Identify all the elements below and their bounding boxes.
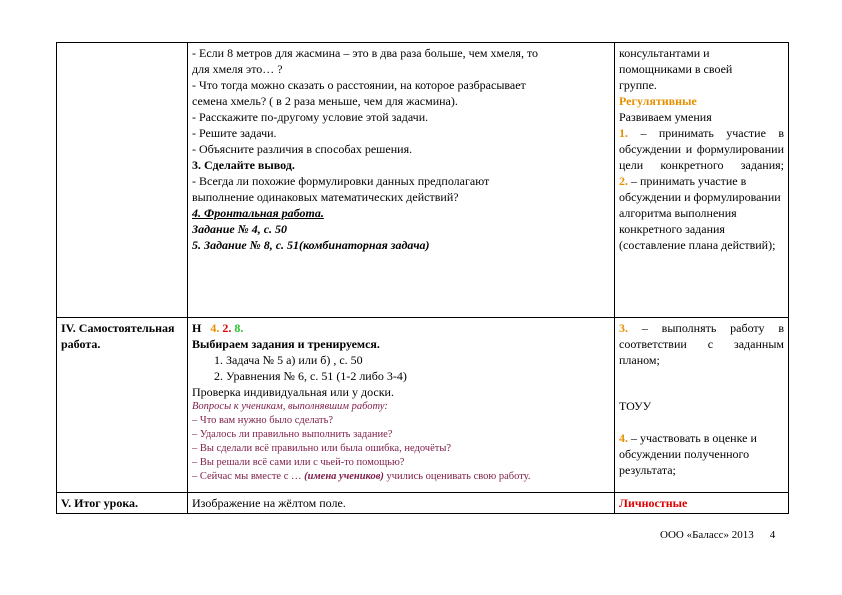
question-line: – Удалось ли правильно выполнить задание? <box>192 429 393 440</box>
step3-title: 3. Сделайте вывод. <box>192 158 295 172</box>
question-line: – Вы решали всё сами или с чьей-то помощью? <box>192 457 405 468</box>
text-line: - Расскажите по-другому условие этой задачи. <box>192 110 429 124</box>
text-line: - Если 8 метров для жасмина – это в два раза больше, чем хмеля, то <box>192 46 539 60</box>
text-line: - Объясните различия в способах решения. <box>192 142 413 156</box>
questions-title: Вопросы к ученикам, выполнявшим работу: <box>192 401 388 412</box>
level-yellow: 4. <box>210 321 220 335</box>
text-line: консультантами и <box>619 46 710 60</box>
activity-cell <box>188 318 615 493</box>
text-line: - Решите задачи. <box>192 126 277 140</box>
choose-title: Выбираем задания и тренируемся. <box>192 337 380 351</box>
page-number: 4 <box>769 529 776 541</box>
stage-cell <box>57 43 188 318</box>
uud-cell <box>615 318 789 493</box>
skill-1-number: 1. <box>619 126 628 140</box>
skill-3-text: – выполнять работу в соответствии с заданным планом; <box>619 321 785 367</box>
regulative-label: Регулятивные <box>619 94 697 108</box>
lesson-table <box>56 42 789 514</box>
skill-3 <box>619 320 784 368</box>
touu-label: ТОУУ <box>619 399 652 413</box>
step4-task: Задание № 4, с. 50 <box>192 222 288 236</box>
skill-2-number: 2. <box>619 174 628 188</box>
question-line: – Вы сделали всё правильно или была ошибка, недочёты? <box>192 443 452 454</box>
text-line: семена хмель? ( в 2 раза меньше, чем для жасмина). <box>192 94 458 108</box>
personal-label: Личностные <box>619 496 688 510</box>
uud-cell <box>615 43 789 318</box>
last-question-names: (имена учеников) <box>304 471 384 482</box>
level-letter: Н <box>192 321 202 335</box>
step5-task: 5. Задание № 8, с. 51(комбинаторная задача) <box>192 238 430 252</box>
page-footer <box>660 529 775 541</box>
text-line: для хмеля это… ? <box>192 62 283 76</box>
step4-title: 4. Фронтальная работа. <box>192 206 324 220</box>
last-question-suffix: учились оценивать свою работу. <box>383 471 531 482</box>
skill-4-text: – участвовать в оценке и обсуждении полученного результата; <box>619 431 757 477</box>
table-row <box>57 43 789 318</box>
text-line: помощниками в своей <box>619 62 733 76</box>
skill-2 <box>619 173 784 253</box>
uud-cell <box>615 493 789 514</box>
activity-cell: Изображение на жёлтом поле. <box>188 493 615 514</box>
list-item: 2. Уравнения № 6, с. 51 (1-2 либо 3-4) <box>226 368 610 384</box>
stage-cell: IV. Самостоятельная работа. <box>57 318 188 493</box>
question-line: – Что вам нужно было сделать? <box>192 415 334 426</box>
develop-label: Развиваем умения <box>619 110 712 124</box>
task-list <box>192 352 610 384</box>
skill-1-text: – принимать участие в обсуждении и формулировании цели конкретного задания; <box>619 126 785 172</box>
skill-1 <box>619 125 784 173</box>
text-line: выполнение одинаковых математических действий? <box>192 190 459 204</box>
question-line <box>192 470 610 484</box>
list-item: 1. Задача № 5 а) или б) , с. 50 <box>226 352 610 368</box>
level-green: 8. <box>234 321 244 335</box>
level-line <box>192 320 610 336</box>
skill-4 <box>619 430 784 478</box>
stage-cell: V. Итог урока. <box>57 493 188 514</box>
skill-4-number: 4. <box>619 431 628 445</box>
check-line: Проверка индивидуальная или у доски. <box>192 385 394 399</box>
text-line: - Что тогда можно сказать о расстоянии, на которое разбрасывает <box>192 78 526 92</box>
last-question-prefix: – Сейчас мы вместе с … <box>192 471 305 482</box>
table-row <box>57 493 789 514</box>
skill-3-number: 3. <box>619 321 628 335</box>
text-line: группе. <box>619 78 657 92</box>
text-line: - Всегда ли похожие формулировки данных предполагают <box>192 174 490 188</box>
activity-cell <box>188 43 615 318</box>
table-row <box>57 318 789 493</box>
skill-2-text: – принимать участие в обсуждении и формулировании алгоритма выполнения конкретного задания (составление плана действий); <box>619 174 781 252</box>
level-red: 2. <box>222 321 232 335</box>
publisher: ООО «Баласс» 2013 <box>660 529 754 541</box>
